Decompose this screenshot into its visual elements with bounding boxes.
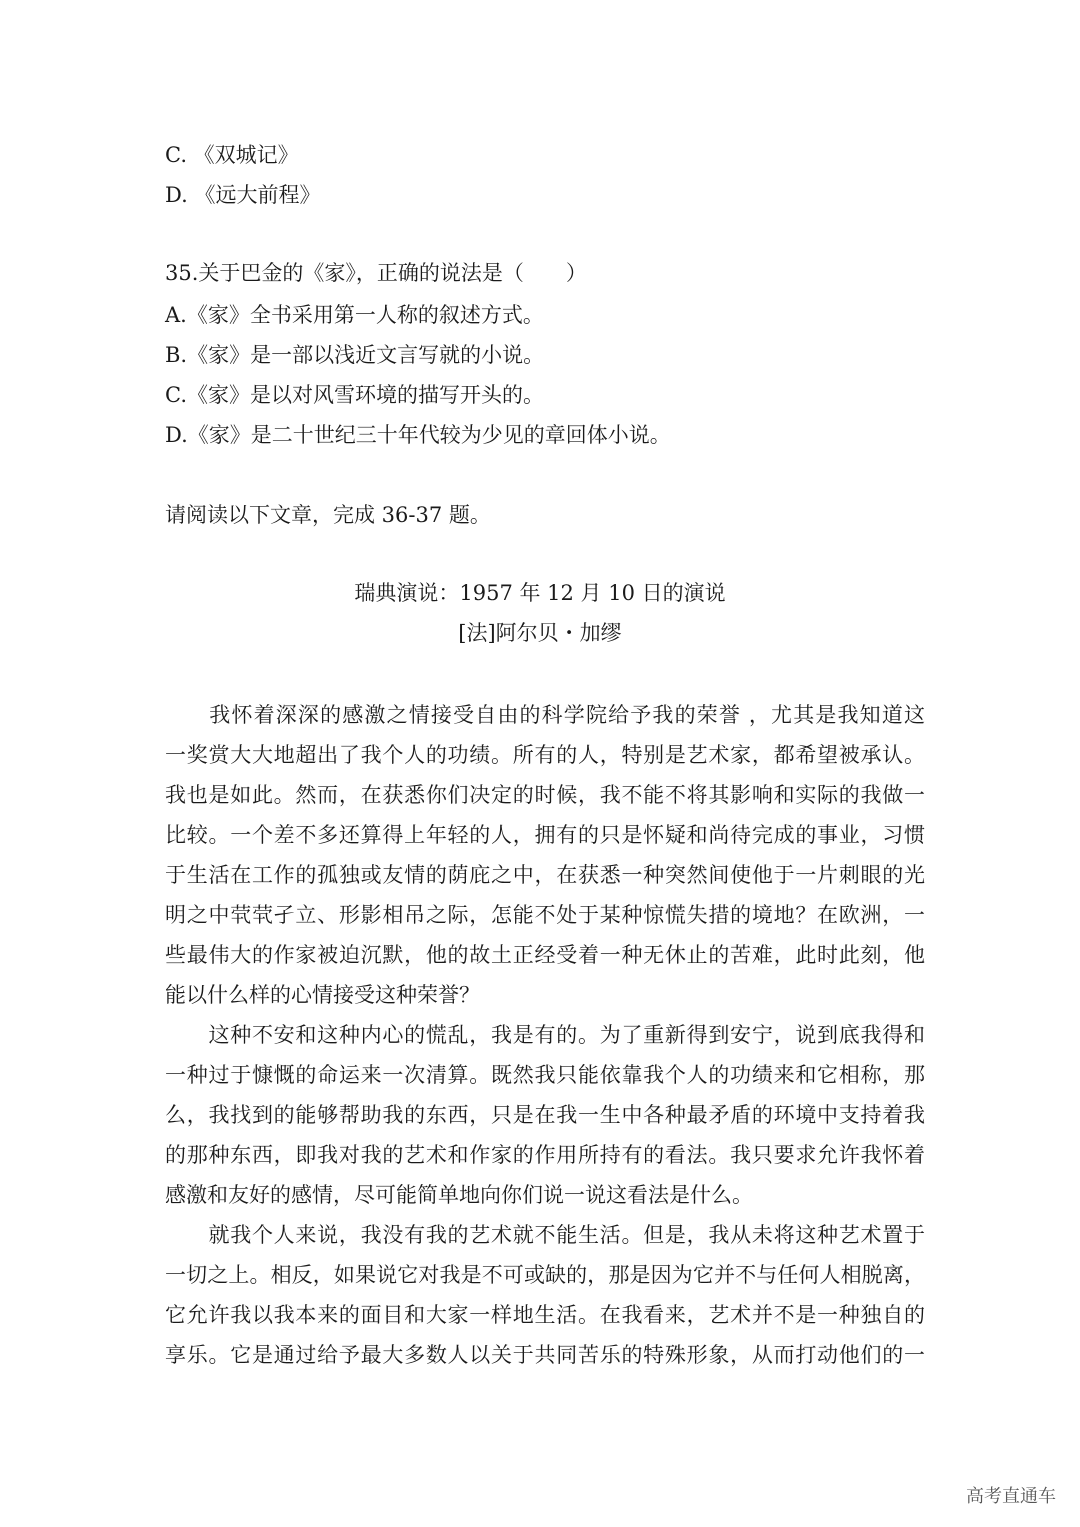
q35-option-c: C.《家》是以对风雪环境的描写开头的。 bbox=[165, 383, 544, 407]
article-line: 的那种东西，即我对我的艺术和作家的作用所持有的看法。我只要求允许我怀着 bbox=[165, 1143, 925, 1167]
article-line: 它允许我以我本来的面目和大家一样地生活。在我看来，艺术并不是一种独自的 bbox=[165, 1303, 925, 1327]
article-line: 这种不安和这种内心的慌乱，我是有的。为了重新得到安宁，说到底我得和 bbox=[165, 1023, 925, 1047]
q35-option-a: A.《家》全书采用第一人称的叙述方式。 bbox=[165, 303, 544, 327]
article-line: 于生活在工作的孤独或友情的荫庇之中，在获悉一种突然间使他于一片刺眼的光 bbox=[165, 863, 925, 887]
article-title: 瑞典演说：1957 年 12 月 10 日的演说 bbox=[354, 581, 726, 605]
article-line: 一种过于慷慨的命运来一次清算。既然我只能依靠我个人的功绩来和它相称，那 bbox=[165, 1063, 925, 1087]
article-author: [法]阿尔贝・加缪 bbox=[458, 621, 622, 645]
article-line: 明之中茕茕孑立、形影相吊之际，怎能不处于某种惊慌失措的境地？在欧洲，一 bbox=[165, 903, 925, 927]
q34-option-d: D. 《远大前程》 bbox=[165, 183, 321, 207]
article-line: 一切之上。相反，如果说它对我是不可或缺的，那是因为它并不与任何人相脱离， bbox=[165, 1263, 925, 1287]
article-line: 么，我找到的能够帮助我的东西，只是在我一生中各种最矛盾的环境中支持着我 bbox=[165, 1103, 925, 1127]
q35-option-b: B.《家》是一部以浅近文言写就的小说。 bbox=[165, 343, 545, 367]
article-line: 享乐。它是通过给予最大多数人以关于共同苦乐的特殊形象，从而打动他们的一 bbox=[165, 1343, 925, 1367]
article-line: 能以什么样的心情接受这种荣誉？ bbox=[165, 983, 480, 1007]
article-line: 我怀着深深的感激之情接受自由的科学院给予我的荣誉 ，尤其是我知道这 bbox=[165, 703, 925, 727]
q35-option-d: D.《家》是二十世纪三十年代较为少见的章回体小说。 bbox=[165, 423, 671, 447]
q34-option-c: C. 《双城记》 bbox=[165, 143, 299, 167]
q35-question: 35.关于巴金的《家》，正确的说法是（ ） bbox=[165, 261, 587, 285]
article-line: 我也是如此。然而，在获悉你们决定的时候，我不能不将其影响和实际的我做一 bbox=[165, 783, 925, 807]
article-line: 比较。一个差不多还算得上年轻的人，拥有的只是怀疑和尚待完成的事业，习惯 bbox=[165, 823, 925, 847]
watermark: 高考直通车 bbox=[966, 1486, 1056, 1507]
article-line: 就我个人来说，我没有我的艺术就不能生活。但是，我从未将这种艺术置于 bbox=[165, 1223, 925, 1247]
reading-instruction: 请阅读以下文章，完成 36-37 题。 bbox=[165, 503, 491, 527]
article-line: 些最伟大的作家被迫沉默，他的故土正经受着一种无休止的苦难，此时此刻，他 bbox=[165, 943, 925, 967]
article-line: 感激和友好的感情，尽可能简单地向你们说一说这看法是什么。 bbox=[165, 1183, 753, 1207]
article-line: 一奖赏大大地超出了我个人的功绩。所有的人，特别是艺术家，都希望被承认。 bbox=[165, 743, 925, 767]
